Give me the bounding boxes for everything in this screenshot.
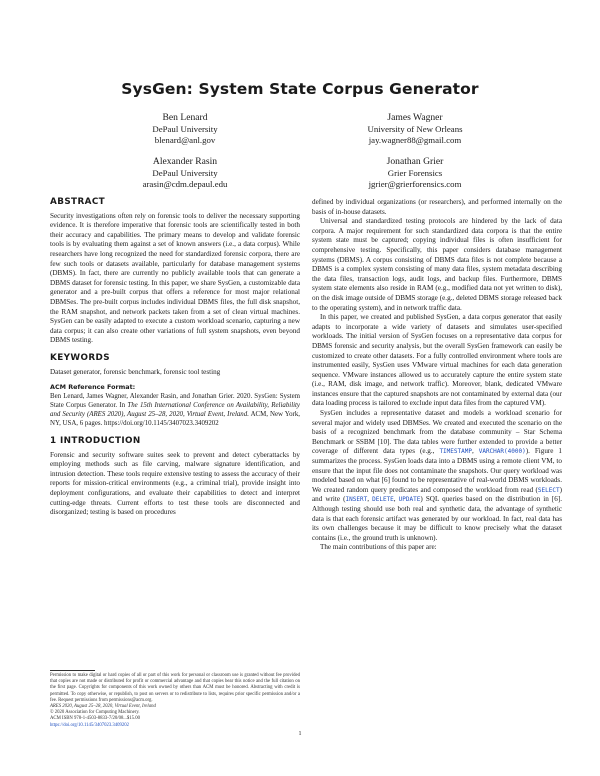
author-name: Ben Lenard [162, 112, 208, 123]
left-column [50, 198, 300, 518]
footnote-doi-link[interactable]: https://doi.org/10.1145/3407023.3409202 [50, 722, 130, 728]
author-name: Alexander Rasin [152, 156, 218, 167]
author-block-2 [315, 112, 515, 146]
author-name: James Wagner [387, 112, 443, 123]
code-select: SELECT [537, 486, 560, 494]
p4-text-d: ) SQL queries based on the distribution in [6]. Although testing should use both real and synthetic data, the advantage of synthetic data is that each forensic artifact was generated by our workload. In fact, real data has its own challenges because it may be difficult to know precisely what the dataset contains (i.e., the ground truth is unknown). [312, 495, 562, 542]
author-email[interactable]: jay.wagner88@gmail.com [368, 135, 462, 145]
author-name: Jonathan Grier [386, 156, 444, 167]
right-paragraph-4: SysGen includes a representative dataset and models a workload scenario for several major and widely used DBMSes. We created and executed the scenario on the basis of a recognized benchmark from the database community – Star Schema Benchmark or SSBM [10]. The data tables were further extended to provide a better coverage of different data types (e.g., TIMESTAMP, VARCHAR(4000)). Figure 1 summarizes the process. SysGen loads data into a DBMS using a remote client VM, to ensure that the input file does not contaminate the snapshots. Our query workload was modeled based on what [6] found to be representative of real-world DBMS workloads. We created random query predicates and composed the workload from read (SELECT) and write (INSERT, DELETE, UPDATE) SQL queries based on the distribution in [6]. Although testing should use both real and synthetic data, the advantage of synthetic data is that each forensic artifact was generated by our workload. In fact, real data has its own challenges because it may be difficult to know precisely what the dataset contains (i.e., the ground truth is unknown). [312, 409, 563, 542]
code-varchar: VARCHAR(4000) [478, 448, 526, 456]
right-paragraph-2: Universal and standardized testing protocols are hindered by the lack of data corpora. A major requirement for such standardized data corpora is that the entire system state must be captured; copying individual files is often insufficient for comprehensive testing. Specifically, this paper considers database management systems (DBMS). A corpus consisting of DBMS data files is not complete because a DBMS is a complex system consisting of many data files, system metadata describing the data files, transaction logs, audit logs, and backup files. Furthermore, DBMS system state elements also reside in RAM (e.g., modified data not yet written to disk), on the disk image outside of DBMS storage (e.g., deleted DBMS storage released back to the operating system), and in network traffic data. [312, 217, 562, 312]
author-block-3 [85, 156, 285, 190]
abstract-heading: ABSTRACT [50, 197, 106, 207]
page-number: 1 [298, 731, 302, 737]
acm-reference-tail: ACM, New York, NY, USA, 6 pages. https://doi.org/10.1145/3407023.3409202 [50, 411, 300, 428]
author-email[interactable]: jgrier@grierforensics.com [368, 179, 462, 189]
footnote-venue: ARES 2020, August 25–28, 2020, Virtual Event, Ireland [50, 704, 156, 710]
right-paragraph-3: In this paper, we created and published SysGen, a data corpus generator that easily adapts to incorporate a wide variety of datasets and simulates user-specified workloads. The initial version of SysGen focuses on a representative data corpus for DBMS forensic and security analysis, but the overall SysGen framework can easily be customized to create other datasets. For a fully controlled environment where tools are instrumented easily, SysGen uses VMware virtual machines for each data generation sequence. VMware instances allowed us to accurately capture the entire system state (i.e., RAM, disk image, and network traffic). Moreover, blank, dedicated VMware instances ensure that the captured snapshots are not contaminated by external data (our data loading process is tailored to exclude input data files from the captured VM). [312, 313, 562, 408]
introduction-heading: 1 INTRODUCTION [50, 436, 141, 447]
right-column [312, 198, 562, 553]
author-email[interactable]: blenard@anl.gov [154, 135, 216, 145]
abstract-text: Security investigations often rely on forensic tools to deliver the necessary supporting evidence. It is therefore imperative that forensic tools are scientifically tested in both their accuracy and capabilities. The primary means to develop and validate forensic tools is by evaluating them against a set of known answers (i.e., a data corpus). While researchers have long recognized the need for standardized forensic corpora, there are few such tools or datasets available, particularly for database management systems (DBMS). In fact, there are currently no publicly available tools that can generate a DBMS dataset for forensic testing. In this paper, we share SysGen, a customizable data generator and a pre-built corpus that offers a reference for most major relational DBMSes. The pre-built corpus includes individual DBMS files, the full disk snapshot, the RAM snapshot, and network packets taken from a set of clean virtual machines. SysGen can be easily adapted to execute a custom workload scenario, capturing a new data corpus; it can also create other variations of full system snapshots, even beyond DBMS testing. [50, 211, 300, 345]
author-block-4 [315, 156, 515, 190]
keywords-heading: KEYWORDS [50, 352, 110, 363]
acm-reference [50, 383, 300, 428]
author-affiliation: DePaul University [152, 124, 218, 134]
right-paragraph-5: The main contributions of this paper are: [320, 543, 437, 552]
code-timestamp: TIMESTAMP [439, 448, 472, 456]
acm-reference-venue: The 15th International Conference on Availability, Reliability and Security (ARES 2020), August 25–28, 2020, Virtual Event, Ireland. [50, 402, 300, 419]
code-delete: DELETE [372, 496, 394, 504]
author-block-1 [85, 112, 285, 146]
code-insert: INSERT [345, 496, 368, 504]
author-affiliation: University of New Orleans [367, 124, 463, 134]
right-paragraph-1: defined by individual organizations (or researchers), and performed internally on the basis of in-house datasets. [312, 198, 562, 216]
author-affiliation: DePaul University [152, 168, 218, 178]
author-affiliation: Grier Forensics [387, 168, 443, 178]
code-update: UPDATE [398, 496, 421, 504]
p4-text-a: SysGen includes a representative dataset and models a workload scenario for several major and widely used DBMSes. We created and executed the scenario on the basis of a recognized benchmark from the database community – Star Schema Benchmark or SSBM [10]. The data tables were further extended to provide a better coverage of different data types (e.g., [312, 409, 562, 456]
footnote-rule [50, 670, 95, 671]
permission-notice: Permission to make digital or hard copies of all or part of this work for personal or classroom use is granted without fee provided that copies are not made or distributed for profit or commercial advantage and that copies bear this notice and the full citation on the first page. Copyrights for components of this work owned by others than ACM must be honored. Abstracting with credit is permitted. To copy otherwise, or republish, to post on servers or to redistribute to lists, requires prior specific permission and/or a fee. Request permissions from permissions@acm.org. [50, 673, 300, 703]
footnote-isbn: ACM ISBN 978-1-4503-8833-7/20/08...$15.00 [50, 716, 140, 722]
author-email[interactable]: arasin@cdm.depaul.edu [142, 179, 228, 189]
p4-text-b: ). Figure 1 summarizes the process. SysGen loads data into a DBMS using a remote client VM, to ensure that the input file does not contaminate the snapshots. Our query workload was modeled based on what [6] found to be representative of real-world DBMS workloads. We created random query predicates and composed the workload from read ( [312, 447, 563, 494]
footnote-copyright: © 2020 Association for Computing Machinery. [50, 710, 140, 716]
acm-reference-authors: Ben Lenard, James Wagner, Alexander Rasin, and Jonathan Grier. 2020. SysGen: System State Corpus Generator. In [50, 393, 300, 410]
intro-paragraph: Forensic and security software suites seek to prevent and detect cyberattacks by employing methods such as file carving, malware signature identification, and intrusion detection. These tools require extensive testing to assess the accuracy of their reports for mission-critical environments (e.g., a criminal trial), provide insight into deployment configurations, and evaluate their capabilities to detect and interpret cutting-edge threats. Current efforts to test these tools are disconnected and disorganized; testing is based on procedures [50, 450, 300, 517]
p4-text-c: ) and write ( [312, 485, 562, 504]
acm-reference-label: ACM Reference Format: [50, 383, 136, 392]
copyright-footnote [50, 673, 300, 729]
paper-title: SysGen: System State Corpus Generator [121, 80, 479, 98]
keywords-text: Dataset generator, forensic benchmark, forensic tool testing [50, 367, 221, 376]
